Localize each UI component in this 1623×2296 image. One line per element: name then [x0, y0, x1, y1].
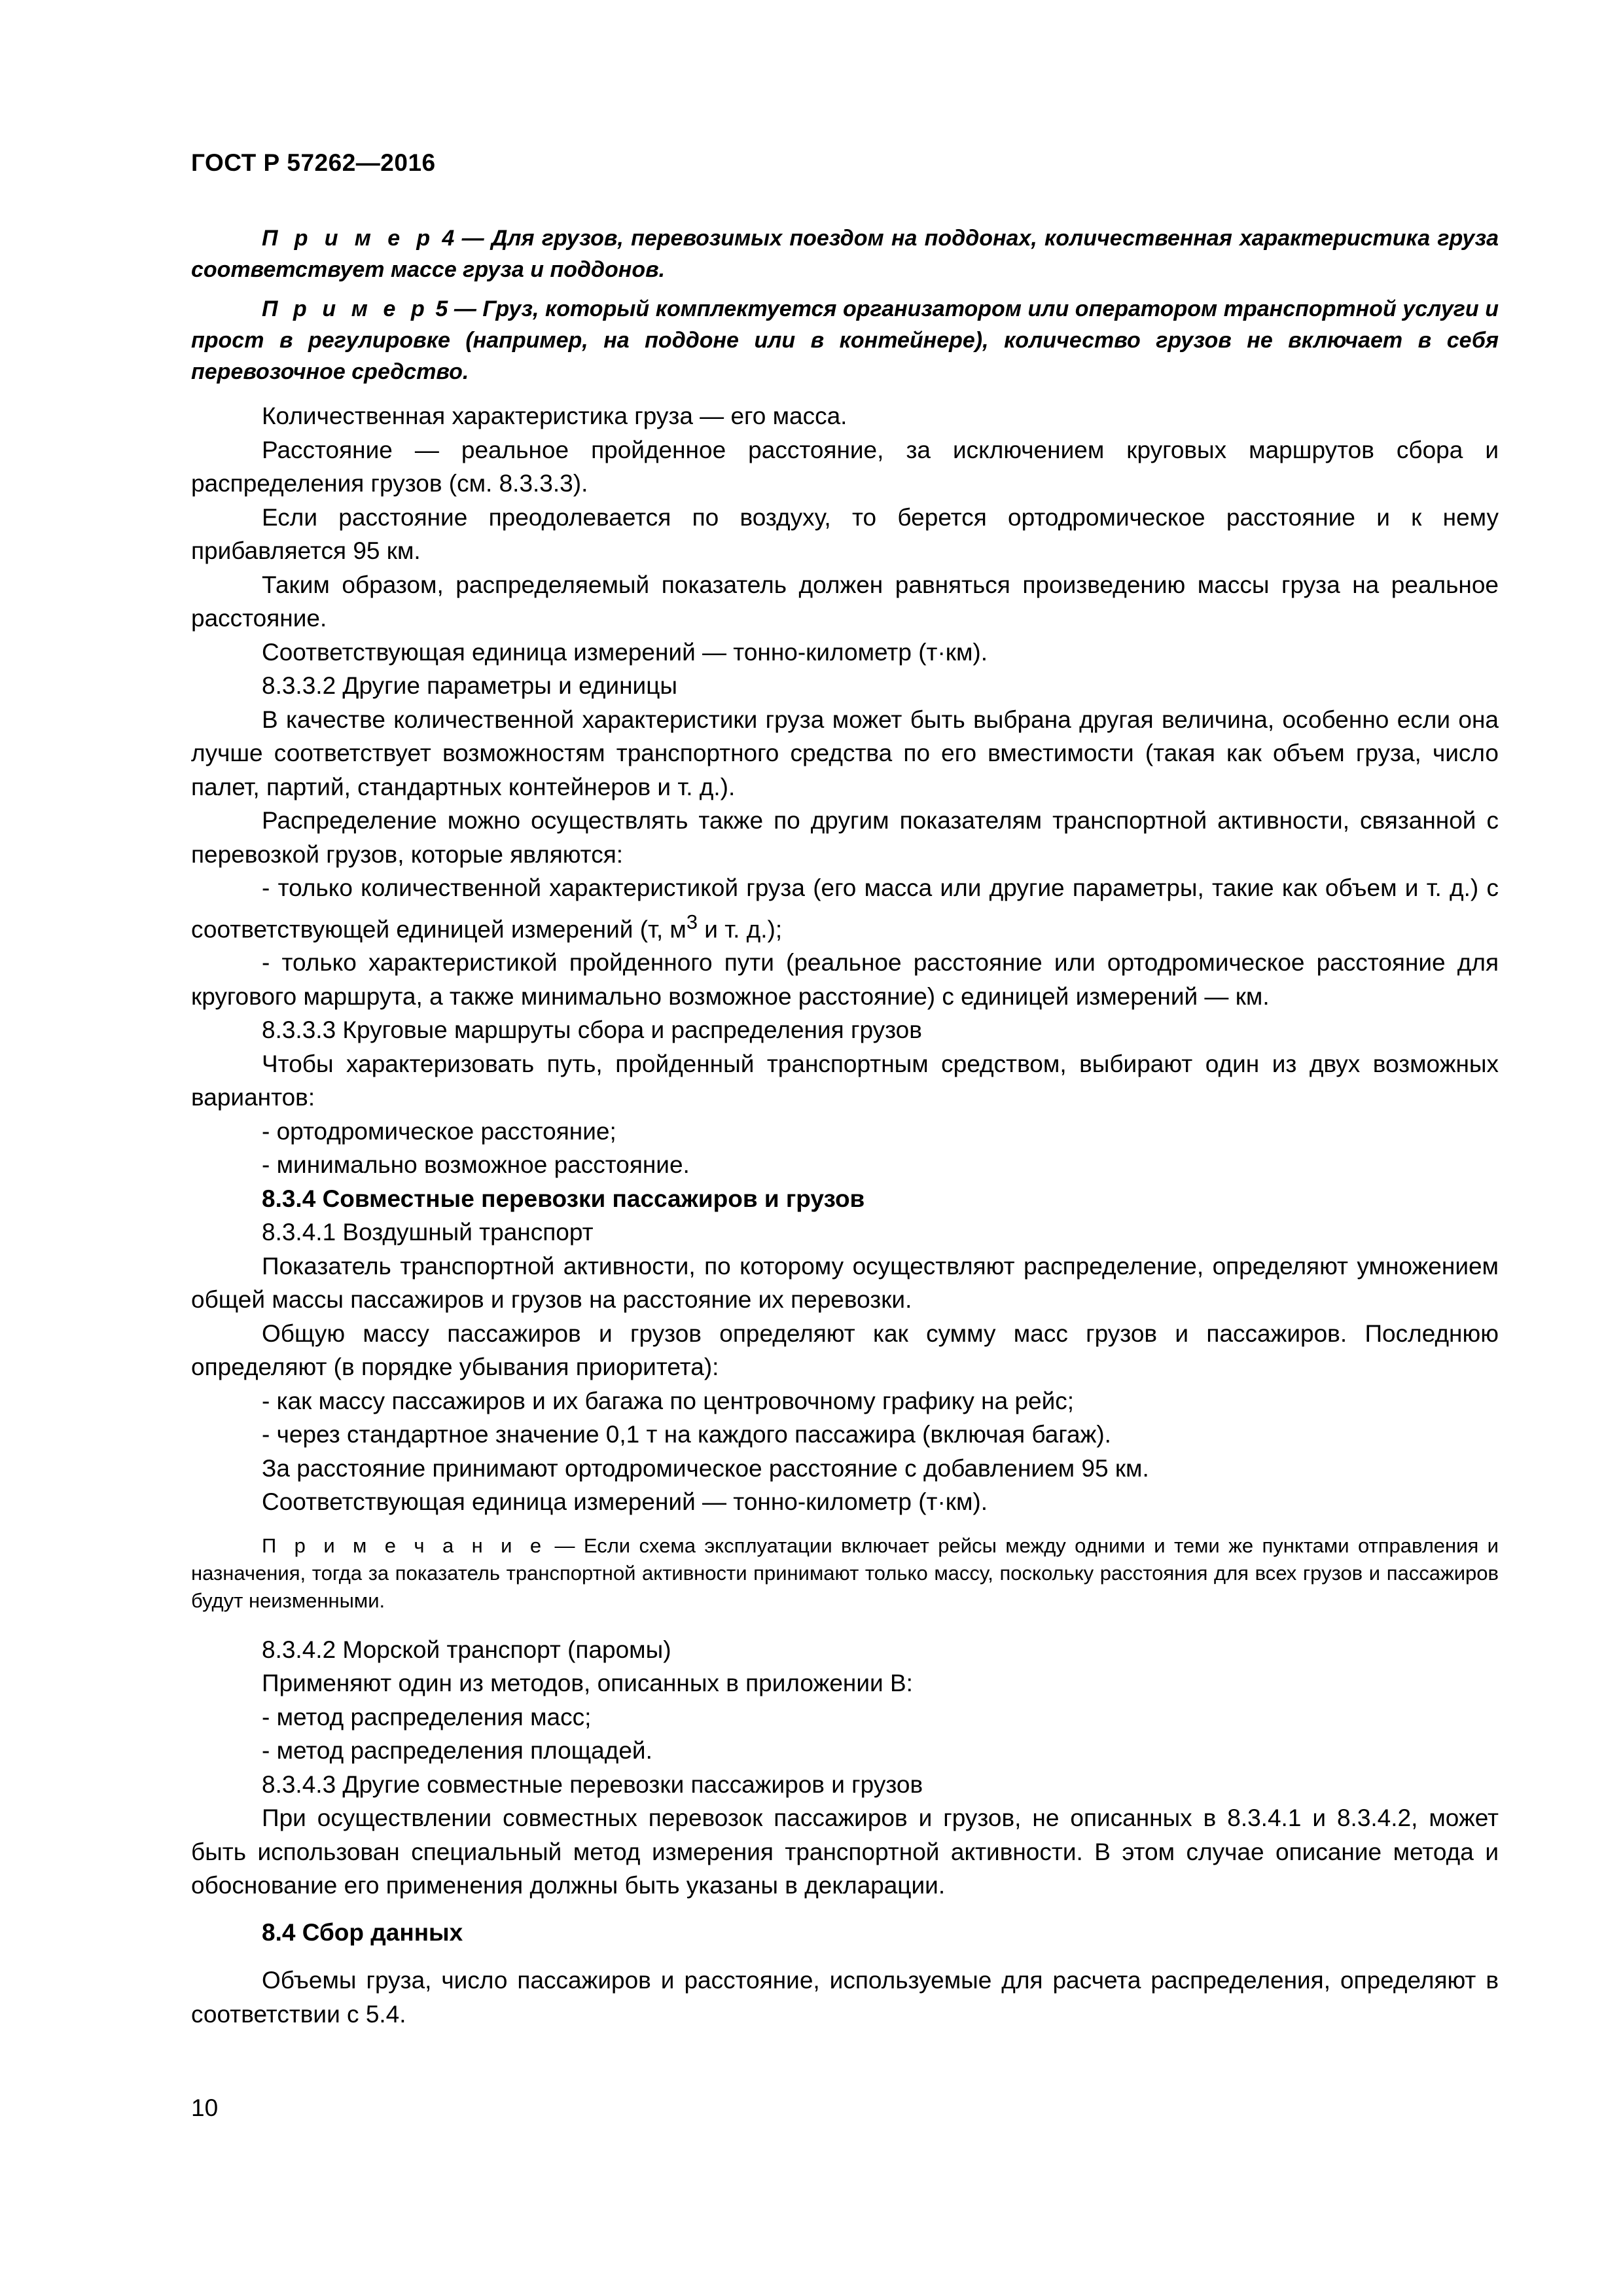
paragraph: При осуществлении совместных перевозок пассажиров и грузов, не описанных в 8.3.4.1 и 8.3.4.2, может быть использован специальный метод измерения транспортной активности. В этом случае описание метода и обоснование его применения должны быть указаны в декларации. — [191, 1804, 1499, 1899]
paragraph: Таким образом, распределяемый показатель должен равняться произведению массы груза на реальное расстояние. — [191, 571, 1499, 632]
example-4 — [191, 223, 1499, 285]
paragraph: Соответствующая единица измерений — тонно-километр (т·км). — [262, 1488, 988, 1516]
list-item: - ортодромическое расстояние; — [262, 1117, 616, 1145]
list-item: - как массу пассажиров и их багажа по центровочному графику на рейс; — [262, 1387, 1075, 1414]
superscript: 3 — [686, 910, 698, 933]
subsection-heading: 8.3.4.2 Морской транспорт (паромы) — [262, 1636, 671, 1663]
example-label: П р и м е р — [262, 296, 429, 321]
paragraph: Распределение можно осуществлять также по другим показателям транспортной активности, связанной с перевозкой грузов, которые являются: — [191, 807, 1499, 868]
list-item — [191, 871, 1499, 946]
note-label: П р и м е ч а н и е — [262, 1534, 546, 1557]
paragraph: Расстояние — реальное пройденное расстояние, за исключением круговых маршрутов сбора и распределения грузов (см. 8.3.3.3). — [191, 436, 1499, 497]
note — [191, 1532, 1499, 1615]
list-item: - метод распределения площадей. — [262, 1737, 652, 1765]
paragraph: Объемы груза, число пассажиров и расстояние, используемые для расчета распределения, определяют в соответствии с 5.4. — [191, 1967, 1499, 2028]
section-heading: 8.3.4 Совместные перевозки пассажиров и грузов — [262, 1185, 865, 1212]
paragraph: За расстояние принимают ортодромическое расстояние с добавлением 95 км. — [262, 1454, 1149, 1482]
list-item: - минимально возможное расстояние. — [262, 1151, 690, 1179]
list-item-text: - только количественной характеристикой груза (его масса или другие параметры, такие как объем и т. д.) с соответствующей единицей измерений (т, м — [191, 874, 1499, 942]
paragraph: Если расстояние преодолевается по воздуху, то берется ортодромическое расстояние и к нему прибавляется 95 км. — [191, 503, 1499, 564]
paragraph: Количественная характеристика груза — его масса. — [262, 403, 847, 429]
paragraph: Общую массу пассажиров и грузов определяют как сумму масс грузов и пассажиров. Последнюю определяют (в порядке убывания приоритета): — [191, 1319, 1499, 1381]
subsection-heading: 8.3.3.3 Круговые маршруты сбора и распределения грузов — [262, 1016, 922, 1044]
subsection-heading: 8.3.3.2 Другие параметры и единицы — [262, 672, 677, 699]
page-number: 10 — [191, 2094, 219, 2121]
list-item: - только характеристикой пройденного пути (реальное расстояние или ортодромическое расстояние для кругового маршрута, а также минимально возможное расстояние) с единицей измерений — км. — [191, 949, 1499, 1010]
example-text: 4 — Для грузов, перевозимых поездом на поддонах, количественная характеристика груза соответствует массе груза и поддонов. — [191, 226, 1499, 282]
document-body — [191, 223, 1499, 2031]
example-text: 5 — Груз, который комплектуется организатором или оператором транспортной услуги и прост в регулировке (например, на поддоне или в контейнере), количество грузов не включает в себя перевозочное средство. — [191, 296, 1499, 384]
paragraph: Применяют один из методов, описанных в приложении В: — [262, 1670, 913, 1697]
list-item: - через стандартное значение 0,1 т на каждого пассажира (включая багаж). — [262, 1421, 1111, 1448]
list-item: - метод распределения масс; — [262, 1703, 592, 1731]
list-item-text: и т. д.); — [698, 915, 783, 942]
paragraph: Чтобы характеризовать путь, пройденный транспортным средством, выбирают один из двух возможных вариантов: — [191, 1050, 1499, 1111]
example-5 — [191, 293, 1499, 387]
paragraph: Показатель транспортной активности, по которому осуществляют распределение, определяют умножением общей массы пассажиров и грузов на расстояние их перевозки. — [191, 1252, 1499, 1314]
document-id-header: ГОСТ Р 57262—2016 — [191, 149, 436, 176]
note-text: — Если схема эксплуатации включает рейсы между одними и теми же пунктами отправления и назначения, тогда за показатель транспортной активности принимают только массу, поскольку расстояния для всех грузов и пассажиров будут неизменными. — [191, 1534, 1499, 1612]
subsection-heading: 8.3.4.1 Воздушный транспорт — [262, 1219, 594, 1246]
subsection-heading: 8.3.4.3 Другие совместные перевозки пассажиров и грузов — [262, 1770, 923, 1798]
paragraph: В качестве количественной характеристики груза может быть выбрана другая величина, особенно если она лучше соответствует возможностям транспортного средства по его вместимости (такая как объем груза, число палет, партий, стандартных контейнеров и т. д.). — [191, 706, 1499, 800]
example-label: П р и м е р — [262, 226, 435, 251]
section-heading-8-4: 8.4 Сбор данных — [262, 1918, 463, 1946]
paragraph: Соответствующая единица измерений — тонно-километр (т·км). — [262, 638, 988, 666]
